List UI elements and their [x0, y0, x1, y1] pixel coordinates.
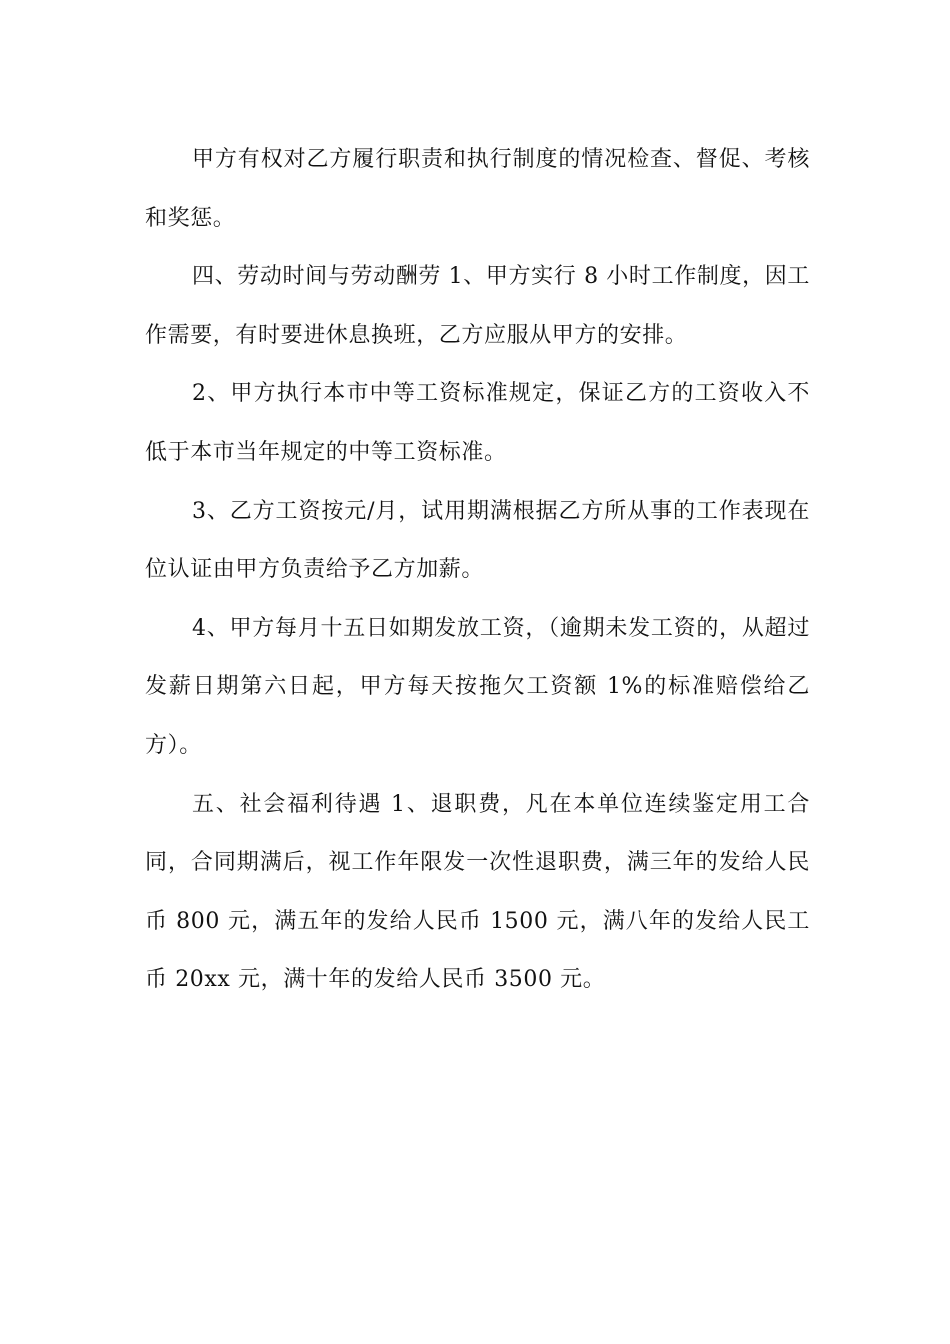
document-body [145, 131, 810, 1010]
paragraph-wage-raise: 3、乙方工资按元/月，试用期满根据乙方所从事的工作表现在位认证由甲方负责给予乙方加薪。 [145, 498, 810, 583]
paragraph-pay-date: 4、甲方每月十五日如期发放工资，（逾期未发工资的，从超过发薪日期第六日起，甲方每天按拖欠工资额 1%的标准赔偿给乙方）。 [145, 615, 810, 758]
paragraph-welfare: 五、社会福利待遇 1、退职费，凡在本单位连续鉴定用工合同，合同期满后，视工作年限发一次性退职费，满三年的发给人民币 800 元，满五年的发给人民币 1500 元，满八年的发给人民工币 20xx 元，满十年的发给人民币 3500 元。 [145, 791, 810, 993]
paragraph-working-hours: 四、劳动时间与劳动酬劳 1、甲方实行 8 小时工作制度，因工作需要，有时要进休息换班，乙方应服从甲方的安排。 [145, 264, 810, 348]
paragraph-wage-standard: 2、甲方执行本市中等工资标准规定，保证乙方的工资收入不低于本市当年规定的中等工资标准。 [145, 381, 810, 465]
paragraph-inspection: 甲方有权对乙方履行职责和执行制度的情况检查、督促、考核和奖惩。 [145, 147, 810, 231]
